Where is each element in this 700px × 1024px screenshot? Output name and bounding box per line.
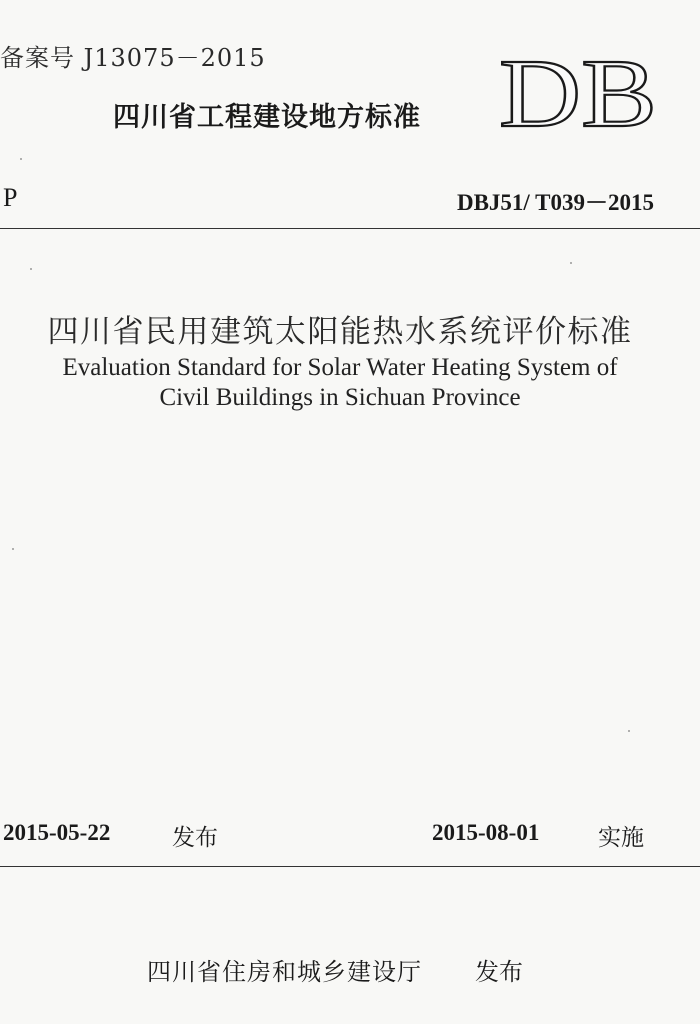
paper-speck <box>30 268 32 270</box>
paper-speck <box>628 730 630 732</box>
publisher-name: 四川省住房和城乡建设厅 <box>147 958 422 986</box>
paper-speck <box>570 262 572 264</box>
implement-label: 实施 <box>598 825 644 851</box>
top-divider <box>0 228 700 229</box>
implement-date: 2015-08-01 <box>432 820 540 845</box>
title-chinese: 四川省民用建筑太阳能热水系统评价标准 <box>47 314 633 350</box>
publish-label: 发布 <box>475 958 523 986</box>
standard-category: 四川省工程建设地方标准 <box>113 102 421 133</box>
issue-label: 发布 <box>172 825 218 851</box>
standard-code: DBJ51/ T039－2015 <box>456 190 654 215</box>
paper-speck <box>20 158 22 160</box>
title-english <box>0 353 680 413</box>
title-english-line1: Evaluation Standard for Solar Water Heating System of <box>62 354 618 381</box>
title-english-line2: Civil Buildings in Sichuan Province <box>159 384 521 411</box>
paper-speck <box>12 548 14 550</box>
db-logo-text: DB <box>499 52 657 132</box>
classification-code: P <box>3 183 18 212</box>
db-logo <box>495 52 665 132</box>
issue-date: 2015-05-22 <box>3 820 111 845</box>
bottom-divider <box>0 866 700 867</box>
filing-number: 备案号 J13075－2015 <box>0 44 266 72</box>
